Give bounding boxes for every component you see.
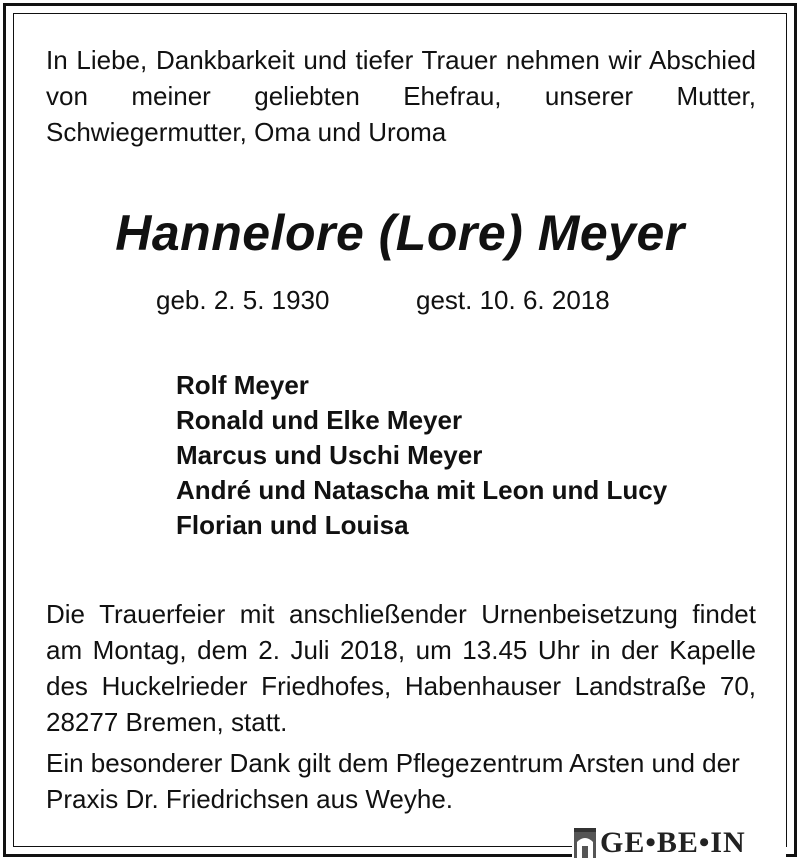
death-date: gest. 10. 6. 2018 [416,285,610,315]
family-member: André und Natascha mit Leon und Lucy [176,475,668,505]
family-list [176,368,667,543]
family-member: Rolf Meyer [176,370,309,400]
family-member: Florian und Louisa [176,510,409,540]
deceased-name: Hannelore (Lore) Meyer [115,205,685,261]
service-info: Die Trauerfeier mit anschließender Urnenbeisetzung findet am Montag, dem 2. Juli 2018, um 13.45 Uhr in der Kapelle des Huckelrieder Friedhofes, Habenhauser Landstraße 70, 28277 Bremen, statt. [46,599,756,737]
family-member: Ronald und Elke Meyer [176,405,463,435]
family-member: Marcus und Uschi Meyer [176,440,483,470]
intro-text: In Liebe, Dankbarkeit und tiefer Trauer nehmen wir Abschied von meiner geliebten Ehefrau, unserer Mutter, Schwiegermutter, Oma und Uroma [46,45,756,147]
publisher-logo [572,826,786,860]
logo-text: GE•BE•IN [600,826,746,859]
birth-date: geb. 2. 5. 1930 [156,285,330,315]
thanks-text: Ein besonderer Dank gilt dem Pflegezentrum Arsten und der Praxis Dr. Friedrichsen aus Weyhe. [46,748,740,814]
building-icon [574,828,596,858]
